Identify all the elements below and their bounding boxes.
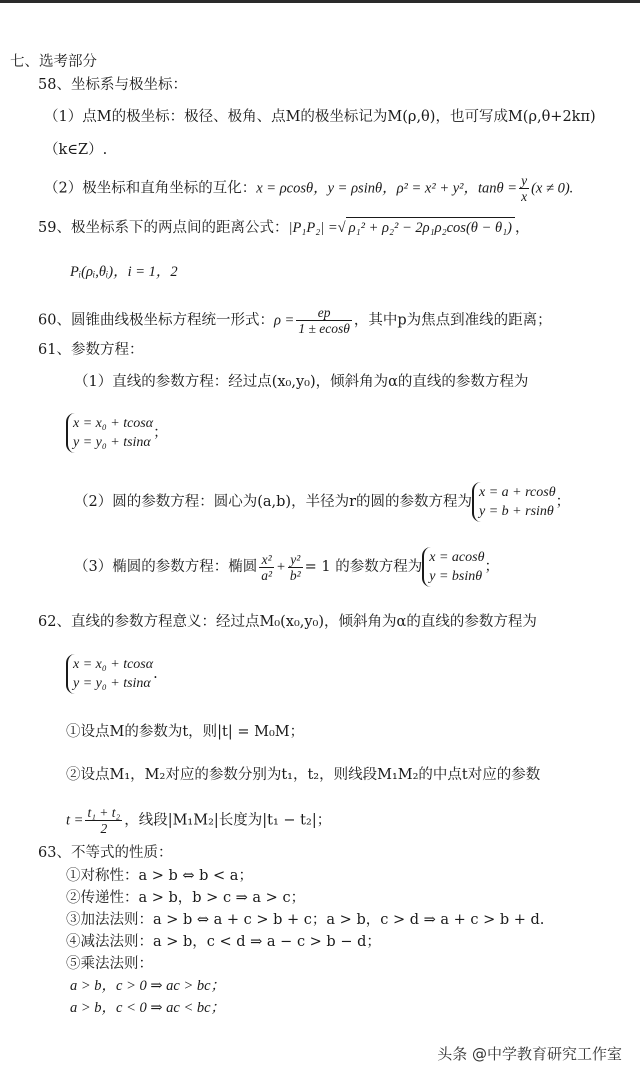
item-60-line [38,305,552,336]
item-58-point-1-cont: （k∈Z）. [44,142,108,158]
item-61-heading: 61、参数方程： [38,342,144,358]
top-border [0,0,640,3]
item-63-heading: 63、不等式的性质： [38,845,173,861]
item-58-point-1: （1）点M的极坐标：极径、极角、点M的极坐标记为M(ρ,θ)，也可写成M(ρ,θ+2kπ) [44,109,596,125]
item-59-formula-line [38,217,529,238]
item-62-conclusion-2: ②设点M₁，M₂对应的参数分别为t₁，t₂，则线段M₁M₂的中点t对应的参数 [66,767,541,783]
rho-equals: ρ = [273,312,295,329]
item-62-midpoint-line [66,805,331,836]
frac-denominator: x [521,189,528,204]
rule-transitivity: ②传递性：a > b，b > c ⇒ a > c； [66,890,306,906]
ellipse-x-fraction [259,552,274,583]
item-62-heading: 62、直线的参数方程意义：经过点M₀(x₀,y₀)，倾斜角为α的直线的参数方程为 [38,614,537,630]
frac-numerator: y [521,173,528,188]
frac-denominator: b² [289,567,301,583]
punctuation: . [153,666,158,682]
punctuation: ； [484,559,499,575]
item-61-line-system [66,413,168,453]
rule-addition: ③加法法则：a > b ⇔ a + c > b + c；a > b，c > d ⇒ a + c > b + d. [66,912,545,928]
equation-row: x = x₀ + tcosα [73,657,154,672]
frac-numerator: x² [259,552,274,568]
equation-row: x = a + rcosθ [479,485,556,500]
equation-row: y = bsinθ [429,569,483,584]
frac-numerator: y² [288,552,303,568]
ellipse-text: （3）椭圆的参数方程：椭圆 [74,559,258,575]
circle-text: （2）圆的参数方程：圆心为(a,b)，半径为r的圆的参数方程为 [74,494,473,510]
frac-denominator: 1 ± ecosθ [298,321,350,336]
frac-denominator: a² [261,567,273,583]
equation-row: y = b + rsinθ [479,504,554,519]
section-title: 七、选考部分 [10,54,97,70]
line-equation-system [66,413,153,453]
rule-multiplication: ⑤乘法法则： [66,956,153,972]
circle-equation-system [472,482,556,522]
item-60-tail: ，其中p为焦点到准线的距离； [353,312,552,329]
ellipse-y-fraction [288,552,303,583]
punctuation: ； [555,494,571,510]
midpoint-fraction [85,805,122,836]
item-58-point-2-text: （2）极坐标和直角坐标的互化： [44,180,257,197]
rule-subtraction: ④减法法则：a > b，c < d ⇒ a − c > b − d； [66,934,381,950]
plus-sign: + [276,559,286,575]
equation-row: x = x₀ + tcosα [73,416,154,431]
rule-symmetry: ①对称性：a > b ⇔ b < a； [66,868,253,884]
conic-fraction [296,305,352,336]
watermark: 头条 @中学教育研究工作室 [437,1045,622,1063]
item-59-text: 59、极坐标系下的两点间的距离公式： [38,220,289,236]
frac-numerator: t₁ + t₂ [87,805,121,820]
tan-fraction [519,173,529,204]
segment-length-text: ，线段|M₁M₂|长度为|t₁ − t₂|； [124,812,332,829]
item-59-tail: ， [514,220,530,236]
frac-numerator: ep [296,305,352,321]
item-61-circle-line [74,482,570,522]
frac-denominator: 2 [100,821,108,836]
equation-row: y = y₀ + tsinα [73,435,151,450]
item-60-text: 60、圆锥曲线极坐标方程统一形式： [38,312,274,329]
equation-row: y = y₀ + tsinα [73,676,151,691]
ellipse-mid-text: = 1 的参数方程为 [304,559,423,575]
item-62-system [66,654,158,694]
item-59-line-2: Pᵢ(ρᵢ,θᵢ)，i = 1，2 [70,264,178,280]
item-58-heading: 58、坐标系与极坐标： [38,77,187,93]
sqrt-symbol: √ [337,220,346,236]
ellipse-equation-system [422,547,484,587]
item-61-line-param: （1）直线的参数方程：经过点(x₀,y₀)，倾斜角为α的直线的参数方程为 [74,374,529,390]
item-61-ellipse-line [74,547,499,587]
equation-row: x = acosθ [429,550,485,565]
punctuation: ； [153,425,168,441]
item-58-point-2-tail: (x ≠ 0). [531,180,574,197]
line-equation-system-62 [66,654,153,694]
item-58-point-2-math: x = ρcosθ，y = ρsinθ，ρ² = x² + y²，tanθ = [256,180,518,197]
item-58-point-2 [44,173,573,204]
rule-multiplication-negative: a > b，c < 0 ⇒ ac < bc； [70,1000,226,1016]
t-equals: t = [66,812,84,829]
rule-multiplication-positive: a > b，c > 0 ⇒ ac > bc； [70,978,226,994]
distance-radicand: ρ₁² + ρ₂² − 2ρ₁ρ₂cos(θ − θ₁) [346,217,515,238]
item-62-conclusion-1: ①设点M的参数为t，则|t| = M₀M； [66,724,305,740]
distance-lhs: |P₁P₂| = [288,220,338,236]
